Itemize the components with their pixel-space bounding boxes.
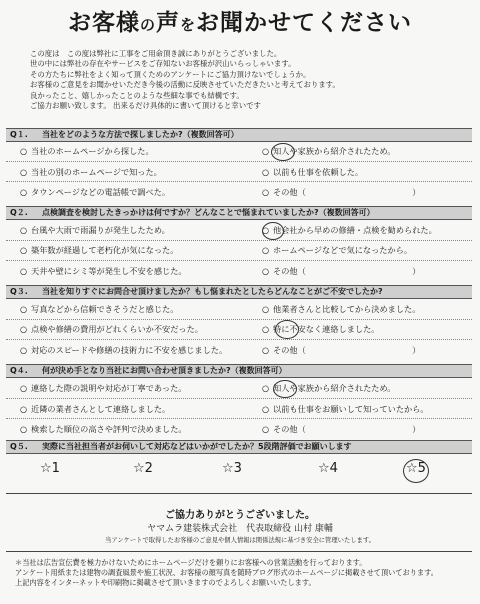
- divider: [6, 398, 472, 399]
- option-label: 対応のスピードや修繕の技術力に不安を感じました。: [31, 345, 228, 355]
- option-label: 天井や壁にシミ等が発生し不安を感じた。: [31, 266, 187, 276]
- question-header-q4: [6, 364, 472, 378]
- handwritten-circle-mark: [403, 459, 429, 483]
- circle-bullet-icon: ○: [20, 383, 28, 393]
- option-checkbox[interactable]: [262, 266, 420, 277]
- title-part: を: [180, 16, 197, 34]
- divider: [6, 418, 472, 419]
- option-label: 以前も仕事をお願いして知っていたから。: [273, 404, 429, 414]
- option-label: タウンページなどの電話帳で調べた。: [31, 187, 171, 197]
- option-label: 連絡した際の説明や対応が丁寧であった。: [31, 383, 187, 393]
- divider: [6, 319, 472, 320]
- circle-bullet-icon: ○: [20, 304, 28, 314]
- option-label: 知人や家族から紹介されたため。: [273, 146, 396, 156]
- circle-bullet-icon: ○: [20, 324, 28, 334]
- circle-bullet-icon: ○: [20, 266, 28, 276]
- divider: [6, 551, 472, 552]
- question-number: Q３.: [10, 287, 28, 296]
- question-text: 当社をどのような方法で探しましたか?（複数回答可）: [42, 130, 239, 139]
- circle-bullet-icon: ○: [20, 146, 28, 156]
- divider: [6, 240, 472, 241]
- divider: [6, 260, 472, 261]
- question-text: 何が決め手となり当社にお問い合わせ頂きましたか?（複数回答可）: [42, 366, 287, 375]
- question-text: 点検調査を検討したきっかけは何ですか？どんなことで悩まれていましたか?（複数回答可）: [42, 208, 375, 217]
- option-label: 写真などから信頼できそうだと感じた。: [31, 304, 179, 314]
- divider: [6, 339, 472, 340]
- option-checkbox[interactable]: [20, 266, 187, 277]
- option-label: その他（ ）: [273, 266, 421, 276]
- option-checkbox[interactable]: [20, 225, 170, 236]
- company-signature: ヤマムラ建装株式会社 代表取締役 山村 康輔: [147, 524, 333, 534]
- option-checkbox[interactable]: [20, 167, 162, 178]
- option-checkbox[interactable]: [262, 345, 420, 356]
- title-part: お聞かせてください: [196, 10, 413, 36]
- star-label: ☆5: [406, 461, 426, 476]
- option-checkbox[interactable]: [20, 404, 170, 415]
- option-checkbox[interactable]: [262, 187, 420, 198]
- option-checkbox[interactable]: [262, 225, 437, 236]
- option-label: 当社の別のホームページで知った。: [31, 167, 162, 177]
- option-label: その他（ ）: [273, 187, 421, 197]
- option-checkbox[interactable]: [262, 424, 420, 435]
- option-checkbox[interactable]: [20, 187, 170, 198]
- circle-bullet-icon: ○: [20, 424, 28, 434]
- option-label: ホームページなどで気になったから。: [273, 245, 413, 255]
- star-label: ☆2: [133, 461, 153, 476]
- handwritten-circle-mark: [271, 143, 295, 161]
- circle-bullet-icon: ○: [262, 146, 270, 156]
- intro-line: その方たちに弊社をよく知って頂くためのアンケートにご協力頂けないでしょうか。: [30, 69, 311, 79]
- footer-line: 上記内容をインターネットや印刷物に掲載させて頂いきますのでよろしくお願いいたします。: [15, 578, 316, 587]
- option-checkbox[interactable]: [262, 404, 429, 415]
- circle-bullet-icon: ○: [262, 345, 270, 355]
- circle-bullet-icon: ○: [262, 424, 270, 434]
- intro-line: 世の中には弊社の存在やサービスをご存知ないお客様が沢山いらっしゃいます。: [30, 59, 296, 69]
- handwritten-circle-mark: [275, 320, 299, 339]
- star-label: ☆1: [40, 461, 60, 476]
- circle-bullet-icon: ○: [20, 167, 28, 177]
- option-label: 築年数が経過して老朽化が気になった。: [31, 245, 179, 255]
- option-label: その他（ ）: [273, 424, 421, 434]
- rating-star-4[interactable]: [318, 463, 338, 474]
- circle-bullet-icon: ○: [262, 245, 270, 255]
- option-checkbox[interactable]: [20, 345, 227, 356]
- option-checkbox[interactable]: [262, 304, 420, 315]
- title-part: 声: [156, 10, 180, 36]
- circle-bullet-icon: ○: [262, 266, 270, 276]
- circle-bullet-icon: ○: [262, 225, 270, 235]
- intro-line: ご協力お願い致します。 出来るだけ具体的に書いて頂けると幸いです: [30, 101, 261, 111]
- question-text: 実際に当社担当者がお伺いして対応などはいかがでしたか？5段階評価でお願いします: [42, 442, 352, 451]
- option-checkbox[interactable]: [20, 146, 154, 157]
- title-part: お客様: [67, 10, 140, 36]
- option-label: 他会社から早めの修繕・点検を勧められた。: [273, 225, 437, 235]
- circle-bullet-icon: ○: [262, 167, 270, 177]
- intro-text: [30, 49, 470, 111]
- circle-bullet-icon: ○: [262, 187, 270, 197]
- option-label: 検索した順位の高さや評判で決めました。: [31, 424, 187, 434]
- circle-bullet-icon: ○: [20, 225, 28, 235]
- question-header-q5: [6, 440, 472, 454]
- circle-bullet-icon: ○: [20, 404, 28, 414]
- option-checkbox[interactable]: [262, 167, 363, 178]
- option-checkbox[interactable]: [20, 245, 178, 256]
- divider: [6, 493, 472, 494]
- circle-bullet-icon: ○: [262, 304, 270, 314]
- option-checkbox[interactable]: [20, 424, 187, 435]
- option-label: 他業者さんと比較してから決めました。: [273, 304, 421, 314]
- question-text: 当社を知りすぐにお問合せ頂けましたか？もし悩まれたとしたらどんなことがご不安でしたか?: [42, 287, 383, 296]
- option-label: 知人や家族から紹介されたため。: [273, 383, 396, 393]
- question-number: Q１.: [10, 130, 28, 139]
- question-header-q1: [6, 128, 472, 142]
- handwritten-circle-mark: [262, 222, 284, 240]
- intro-line: この度は この度は弊社に工事をご用命頂き誠にありがとうございました。: [30, 49, 282, 58]
- circle-bullet-icon: ○: [262, 324, 270, 334]
- intro-line: 良かったこと、嬉しかったことのような些細な事でも結構です。: [30, 90, 244, 100]
- page-title: [0, 4, 480, 37]
- option-label: 点検や修繕の費用がどれくらいか不安だった。: [31, 324, 203, 334]
- title-part: の: [139, 16, 156, 34]
- handwritten-circle-mark: [273, 380, 297, 398]
- divider: [6, 181, 472, 182]
- option-label: 以前も仕事を依頼した。: [273, 167, 364, 177]
- question-number: Q５.: [10, 442, 28, 451]
- intro-line: お客様のご意見をお聞かせいただき今後の活動に反映させていただきたいと考えております。: [30, 80, 340, 90]
- footer-line: アンケート用紙または建物の調査風景や施工状況、お客様の顔写真を随時ブログ形式のホームページに掲載させて頂いております。: [15, 568, 438, 577]
- option-label: その他（ ）: [273, 345, 421, 355]
- option-label: 台風や大雨で雨漏りが発生したため。: [31, 225, 170, 235]
- question-number: Q４.: [10, 366, 28, 375]
- circle-bullet-icon: ○: [20, 345, 28, 355]
- privacy-notice: 当アンケートで取得したお客様のご意見や個人情報は関係法規に基づき安全に管理いたします。: [105, 537, 375, 544]
- question-header-q2: [6, 206, 472, 220]
- rating-star-2[interactable]: [133, 463, 153, 474]
- circle-bullet-icon: ○: [20, 187, 28, 197]
- circle-bullet-icon: ○: [262, 404, 270, 414]
- rating-star-1[interactable]: [40, 463, 60, 474]
- divider: [6, 161, 472, 162]
- option-checkbox[interactable]: [20, 383, 186, 394]
- circle-bullet-icon: ○: [20, 245, 28, 255]
- star-label: ☆3: [222, 461, 242, 476]
- option-checkbox[interactable]: [20, 324, 203, 335]
- thanks-text: ご協力ありがとうございました。: [165, 510, 315, 521]
- option-checkbox[interactable]: [262, 245, 412, 256]
- option-label: 当社のホームページから探した。: [31, 146, 154, 156]
- star-label: ☆4: [318, 461, 338, 476]
- footer-line: ＊当社は広告宣伝費を極力かけないためにホームページだけを頼りにお客様への営業活動を行っております。: [15, 558, 367, 567]
- option-label: 特に不安なく連絡しました。: [273, 324, 380, 334]
- question-header-q3: [6, 285, 472, 299]
- question-number: Q２.: [10, 208, 28, 217]
- option-label: 近隣の業者さんとして連絡しました。: [31, 404, 171, 414]
- option-checkbox[interactable]: [20, 304, 178, 315]
- rating-star-3[interactable]: [222, 463, 242, 474]
- circle-bullet-icon: ○: [262, 383, 270, 393]
